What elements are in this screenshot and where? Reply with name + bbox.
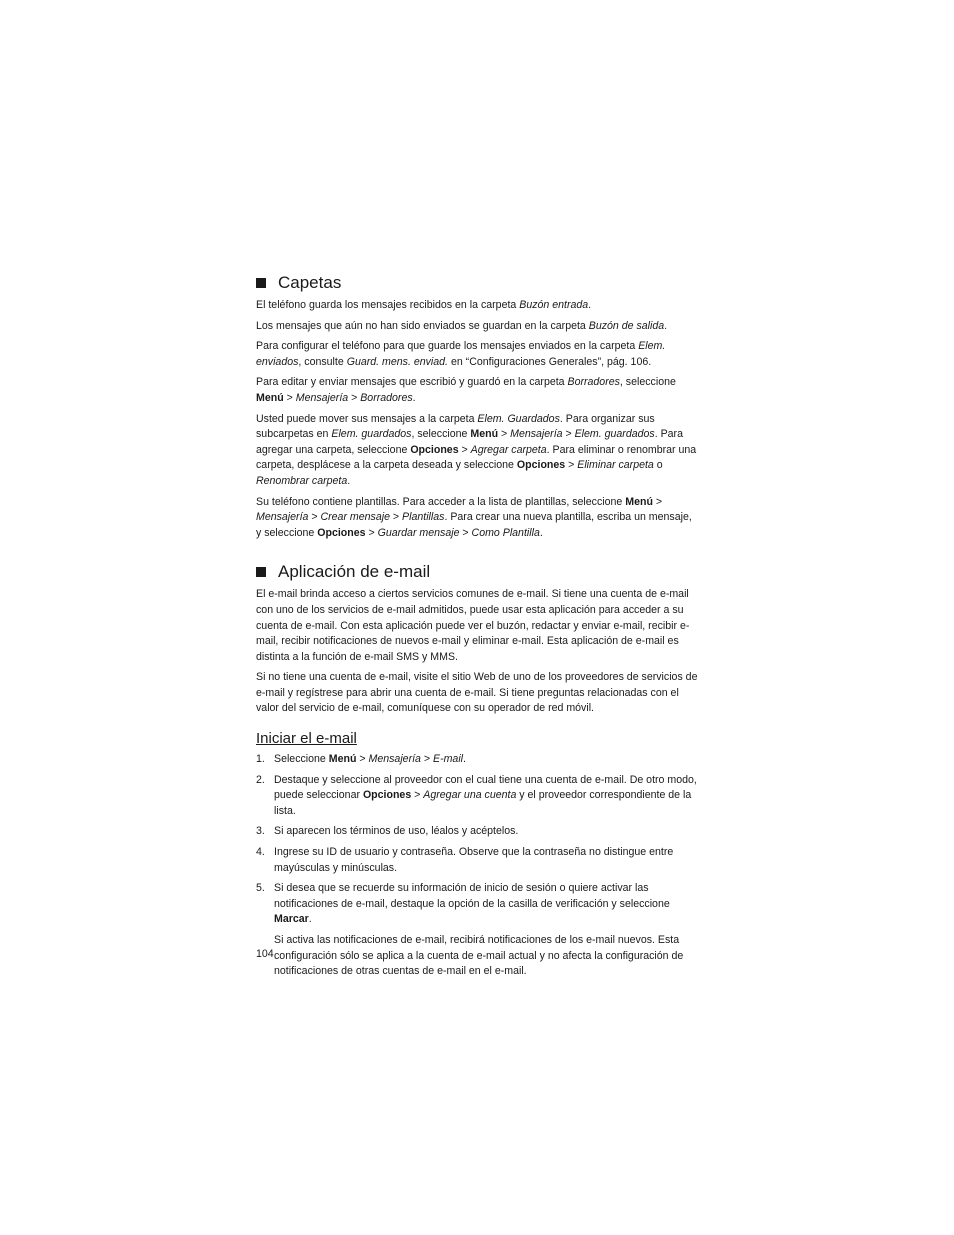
square-bullet-icon (256, 567, 266, 577)
section-heading-capetas: Capetas (256, 272, 700, 294)
paragraph: Los mensajes que aún no han sido enviados se guardan en la carpeta Buzón de salida. (256, 319, 668, 332)
step-note: Si activa las notificaciones de e-mail, recibirá notificaciones de los e-mail nuevos. Esta configuración sólo se aplica a la cuenta de e-mail actual y no afecta la configuración de notificaciones de otras cuentas de e-mail en el e-mail. (274, 934, 684, 978)
list-item: 1. Seleccione Menú > Mensajería > E-mail. (256, 753, 466, 766)
paragraph: El e-mail brinda acceso a ciertos servicios comunes de e-mail. Si tiene una cuenta de e-mail con uno de los servicios de e-mail admitidos, puede usar esta aplicación para acceder a su cuenta de e-mail. Con esta aplicación puede ver el buzón, redactar y enviar e-mail, recibir e-mail, recibir notificaciones de nuevos e-mail y eliminar e-mail. Esta aplicación de e-mail es distinta a la función de e-mail SMS y MMS. (256, 588, 690, 663)
steps-list (256, 752, 700, 980)
paragraph: Su teléfono contiene plantillas. Para acceder a la lista de plantillas, seleccione Menú > Mensajería > Crear mensaje > Plantillas. Para crear una nueva plantilla, escriba un mensaje, y seleccione Opciones > Guardar mensaje > Como Plantilla. (256, 495, 692, 539)
paragraph: Usted puede mover sus mensajes a la carpeta Elem. Guardados. Para organizar sus subcarpetas en Elem. guardados, seleccione Menú > Mensajería > Elem. guardados. Para agregar una carpeta, seleccione Opciones > Agregar carpeta. Para eliminar o renombrar una carpeta, desplácese a la carpeta deseada y seleccione Opciones > Eliminar carpeta o Renombrar carpeta. (256, 412, 697, 487)
paragraph: Para configurar el teléfono para que guarde los mensajes enviados en la carpeta Elem. enviados, consulte Guard. mens. enviad. en “Configuraciones Generales”, pág. 106. (256, 340, 666, 368)
subsection-heading: Iniciar el e-mail (256, 730, 357, 748)
list-item: 4. Ingrese su ID de usuario y contraseña. Observe que la contraseña no distingue entre mayúsculas y minúsculas. (256, 846, 674, 874)
page-content (256, 272, 700, 985)
paragraph: Para editar y enviar mensajes que escribió y guardó en la carpeta Borradores, seleccione Menú > Mensajería > Borradores. (256, 376, 676, 404)
paragraph: Si no tiene una cuenta de e-mail, visite el sitio Web de uno de los proveedores de servicios de e-mail y regístrese para abrir una cuenta de e-mail. Si tiene preguntas relacionadas con el valor del servicio de e-mail, comuníquese con su operador de red móvil. (256, 671, 698, 715)
square-bullet-icon (256, 278, 266, 288)
section-heading-email: Aplicación de e-mail (256, 561, 700, 583)
list-item: 3. Si aparecen los términos de uso, léalos y acéptelos. (256, 825, 519, 838)
paragraph: El teléfono guarda los mensajes recibidos en la carpeta Buzón entrada. (256, 299, 592, 311)
list-item: 2. Destaque y seleccione al proveedor con el cual tiene una cuenta de e-mail. De otro modo, puede seleccionar Opciones > Agregar una cuenta y el proveedor correspondiente de la lista. (256, 773, 697, 817)
page-number: 104 (256, 948, 274, 960)
list-item: 5. Si desea que se recuerde su información de inicio de sesión o quiere activar las notificaciones de e-mail, destaque la opción de la casilla de verificación y seleccione Marcar. Si activa las notificaciones de e-mail, recibirá notificaciones de los e-mail nuevos. Esta configuración sólo se aplica a la cuenta de e-mail actual y no afecta la configuración de notificaciones de otras cuentas de e-mail en el e-mail. (256, 881, 700, 980)
